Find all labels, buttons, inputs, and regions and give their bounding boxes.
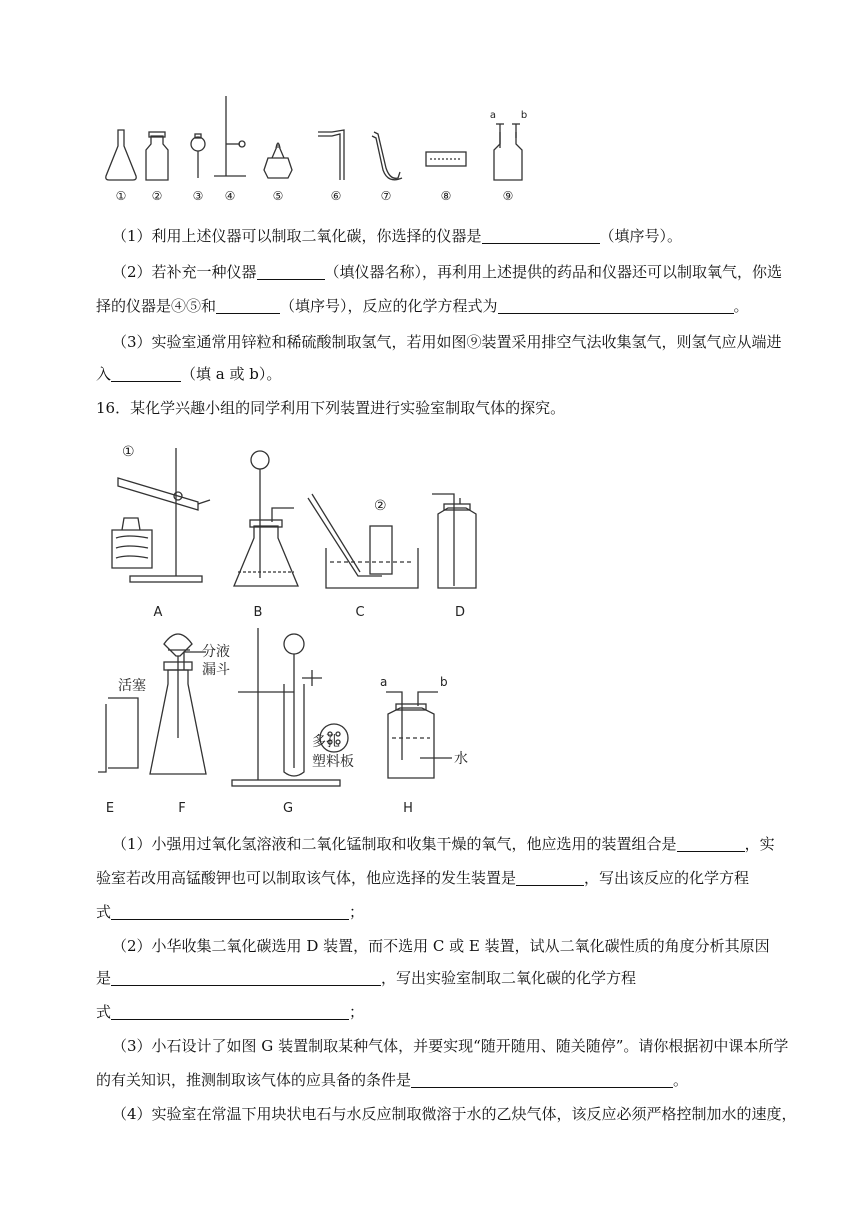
apparatus-e-icon <box>98 698 138 772</box>
port-b-label: b <box>440 675 448 689</box>
instrument-figure <box>96 88 546 206</box>
answer-blank[interactable] <box>111 365 181 382</box>
q15-part3 <box>112 332 832 352</box>
q16-p2c-end: ； <box>349 1003 365 1021</box>
instrument-label-7: ⑦ <box>380 189 392 203</box>
answer-blank[interactable] <box>257 263 325 280</box>
q16-p3b-end: 。 <box>673 1071 689 1089</box>
instrument-label-8: ⑧ <box>440 189 452 203</box>
q16-p2-text: （2）小华收集二氧化碳选用 D 装置，而不选用 C 或 E 装置，试从二氧化碳性质的角度分析其原因 <box>112 937 770 955</box>
q15-p2b-mid: （填序号），反应的化学方程式为 <box>280 297 498 315</box>
q15-p3b-end: （填 a 或 b）。 <box>181 365 282 383</box>
q16-part1-cont <box>96 868 816 888</box>
q16-p1c-text: 式 <box>96 903 112 921</box>
q16-title <box>96 398 816 418</box>
q16-p3-text: （3）小石设计了如图 G 装置制取某种气体，并要实现“随开随用、随关随停”。请你根据初中课本所学 <box>112 1037 789 1055</box>
reagent-bottle-icon <box>146 136 168 180</box>
funnel-icon <box>191 137 205 151</box>
instrument-drawing <box>96 88 546 206</box>
q15-p3-text: （3）实验室通常用锌粒和稀硫酸制取氢气，若用如图⑨装置采用排空气法收集氢气，则氢气应从端进 <box>112 333 782 351</box>
apparatus-letter-e: E <box>105 801 115 816</box>
label-funnel-2: 漏斗 <box>202 662 230 678</box>
answer-blank[interactable] <box>482 227 600 244</box>
q16-p1b-end: ，写出该反应的化学方程 <box>584 869 750 887</box>
answer-blank[interactable] <box>111 969 381 986</box>
label-plate-1: 多孔 <box>312 734 340 750</box>
q16-p1b-text: 验室若改用高锰酸钾也可以制取该气体，他应选择的发生装置是 <box>96 869 517 887</box>
q15-p2-text: （2）若补充一种仪器 <box>112 263 257 281</box>
q16-p3b-text: 的有关知识，推测制取该气体的应具备的条件是 <box>96 1071 412 1089</box>
q16-part2-cont <box>96 968 816 988</box>
apparatus-letter-c: C <box>355 605 365 620</box>
instrument-label-5: ⑤ <box>272 189 284 203</box>
answer-blank[interactable] <box>677 835 745 852</box>
port-a-label: a <box>380 675 388 689</box>
apparatus-f-icon <box>150 634 206 774</box>
q16-p2c-text: 式 <box>96 1003 112 1021</box>
label-funnel-1: 分液 <box>202 644 230 660</box>
apparatus-d-icon <box>432 494 476 588</box>
apparatus-letter-g: G <box>282 801 294 816</box>
label-plate-2: 塑料板 <box>312 754 354 770</box>
apparatus-b-icon <box>234 451 298 586</box>
q16-p1-end: ，实 <box>744 835 775 853</box>
q16-p1c-end: ； <box>349 903 365 921</box>
answer-blank[interactable] <box>498 297 734 314</box>
q15-p3b-text: 入 <box>96 365 112 383</box>
q15-p1-end: （填序号）。 <box>599 227 683 245</box>
answer-blank[interactable] <box>516 869 584 886</box>
j-tube-icon <box>374 132 400 178</box>
q15-p2-mid: （填仪器名称），再利用上述提供的药品和仪器还可以制取氧气，你选 <box>324 263 783 281</box>
bent-tube-icon <box>318 134 340 180</box>
answer-blank[interactable] <box>411 1071 673 1088</box>
instrument-label-6: ⑥ <box>330 189 342 203</box>
q15-part3-cont <box>96 364 816 384</box>
apparatus-letter-b: B <box>253 605 263 620</box>
answer-blank[interactable] <box>111 903 349 920</box>
answer-blank[interactable] <box>216 297 280 314</box>
port-b-label: b <box>520 110 528 121</box>
q15-part1 <box>112 226 832 246</box>
apparatus-letter-f: F <box>178 801 186 816</box>
q16-part1 <box>112 834 832 854</box>
apparatus-letter-h: H <box>403 801 413 816</box>
q16-p2b-end: ，写出实验室制取二氧化碳的化学方程 <box>381 969 637 987</box>
gas-bottle-icon <box>494 132 522 180</box>
marker-2: ② <box>374 498 387 514</box>
label-water: 水 <box>454 751 468 767</box>
instrument-label-2: ② <box>151 189 163 203</box>
answer-blank[interactable] <box>111 1003 349 1020</box>
apparatus-drawing <box>98 438 498 824</box>
apparatus-a-icon <box>112 448 210 582</box>
q16-part2-cont2 <box>96 1002 816 1022</box>
q16-p2b-text: 是 <box>96 969 112 987</box>
marker-1: ① <box>122 444 135 460</box>
alcohol-lamp-icon <box>264 158 292 178</box>
instrument-label-4: ④ <box>224 189 236 203</box>
q16-p4-text: （4）实验室在常温下用块状电石与水反应制取微溶于水的乙炔气体，该反应必须严格控制加水的速度， <box>112 1105 797 1123</box>
apparatus-c-icon <box>308 494 418 588</box>
q15-p2b-text: 择的仪器是④⑤和 <box>96 297 217 315</box>
q15-part2-cont <box>96 296 816 316</box>
apparatus-letter-a: A <box>153 605 163 620</box>
q16-part3 <box>112 1036 832 1056</box>
q16-part2 <box>112 936 832 956</box>
instrument-label-9: ⑨ <box>502 189 514 203</box>
apparatus-figure <box>98 438 498 824</box>
q15-p2b-end: 。 <box>733 297 749 315</box>
apparatus-h-icon <box>386 692 452 778</box>
instrument-label-1: ① <box>115 189 127 203</box>
label-stopcock: 活塞 <box>118 678 146 694</box>
q16-part3-cont <box>96 1070 816 1090</box>
port-a-label: a <box>489 110 497 121</box>
q15-part2 <box>112 262 832 282</box>
conical-flask-icon <box>106 130 136 180</box>
q16-part4 <box>112 1104 832 1124</box>
instrument-label-3: ③ <box>192 189 204 203</box>
q16-title-text: 16．某化学兴趣小组的同学利用下列装置进行实验室制取气体的探究。 <box>96 399 566 417</box>
q16-p1-text: （1）小强用过氧化氢溶液和二氧化锰制取和收集干燥的氧气，他应选用的装置组合是 <box>112 835 677 853</box>
q15-p1-text: （1）利用上述仪器可以制取二氧化碳，你选择的仪器是 <box>112 227 482 245</box>
apparatus-letter-d: D <box>454 605 466 620</box>
q16-part1-cont2 <box>96 902 816 922</box>
